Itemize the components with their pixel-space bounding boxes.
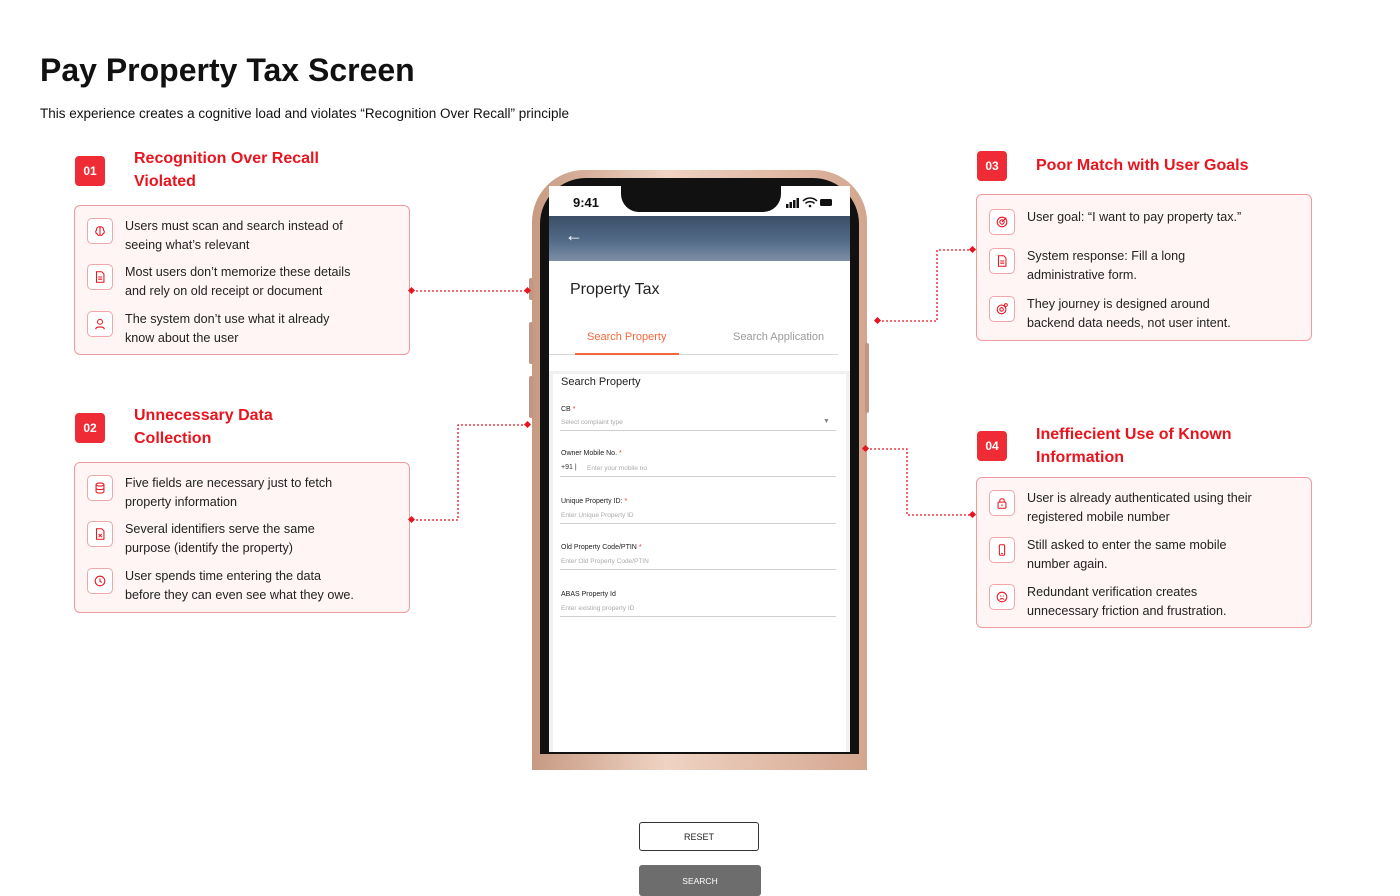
section-number-badge: 04 bbox=[977, 431, 1007, 461]
section-number-badge: 03 bbox=[977, 151, 1007, 181]
connector-02 bbox=[412, 425, 527, 520]
insight-item: System response: Fill a long administrative form. bbox=[989, 247, 1301, 285]
insight-item: User goal: “I want to pay property tax.” bbox=[989, 208, 1301, 235]
section-title: Poor Match with User Goals bbox=[1036, 157, 1249, 174]
insight-item: Five fields are necessary just to fetch property information bbox=[87, 474, 399, 512]
unique-property-id-input[interactable]: Enter Unique Property ID bbox=[561, 512, 634, 519]
field-label: Owner Mobile No. * bbox=[561, 450, 622, 457]
section-title: Unnecessary Data Collection bbox=[134, 407, 273, 447]
form-heading: Search Property bbox=[561, 376, 641, 388]
tab-search-application[interactable]: Search Application bbox=[733, 331, 825, 343]
section-title: Recognition Over Recall Violated bbox=[134, 150, 319, 190]
country-code-prefix: +91 | bbox=[561, 464, 577, 471]
abas-property-id-input[interactable]: Enter existing property ID bbox=[561, 605, 635, 612]
search-button[interactable]: SEARCH bbox=[639, 865, 761, 896]
section-number-badge: 01 bbox=[75, 156, 105, 186]
reset-button[interactable]: RESET bbox=[639, 822, 759, 851]
connector-03 bbox=[878, 250, 972, 321]
insight-item: Several identifiers serve the same purpose (identify the property) bbox=[87, 520, 399, 558]
connector-04 bbox=[866, 449, 972, 515]
insight-item: Most users don’t memorize these details and rely on old receipt or document bbox=[87, 263, 399, 301]
old-property-code-input[interactable]: Enter Old Property Code/PTIN bbox=[561, 558, 649, 565]
field-label: CB * bbox=[561, 406, 576, 413]
insight-item: Redundant verification creates unnecessary friction and frustration. bbox=[989, 583, 1301, 621]
page-title: Pay Property Tax Screen bbox=[40, 52, 415, 88]
cb-select[interactable]: Select complaint type bbox=[561, 419, 623, 426]
chevron-down-icon[interactable]: ▼ bbox=[823, 418, 830, 425]
insight-item: They journey is designed around backend data needs, not user intent. bbox=[989, 295, 1301, 333]
back-arrow-icon[interactable]: ← bbox=[565, 225, 583, 245]
screen-title: Property Tax bbox=[570, 281, 660, 298]
section-number-badge: 02 bbox=[75, 413, 105, 443]
section-title: Ineffiecient Use of Known Information bbox=[1036, 426, 1232, 466]
field-label: Old Property Code/PTIN * bbox=[561, 544, 642, 551]
status-time: 9:41 bbox=[573, 195, 600, 210]
tab-search-property[interactable]: Search Property bbox=[587, 331, 667, 343]
mobile-input[interactable]: Enter your mobile no bbox=[587, 465, 647, 472]
insight-item: Users must scan and search instead of seeing what’s relevant bbox=[87, 217, 399, 255]
page-subtitle: This experience creates a cognitive load and violates “Recognition Over Recall” principle bbox=[40, 106, 570, 121]
insight-item: User is already authenticated using their registered mobile number bbox=[989, 489, 1301, 527]
field-label: Unique Property ID: * bbox=[561, 498, 628, 505]
insight-item: Still asked to enter the same mobile number again. bbox=[989, 536, 1301, 574]
insight-item: User spends time entering the data before they can even see what they owe. bbox=[87, 567, 399, 605]
insight-item: The system don’t use what it already know about the user bbox=[87, 310, 399, 348]
field-label: ABAS Property Id bbox=[561, 591, 616, 598]
